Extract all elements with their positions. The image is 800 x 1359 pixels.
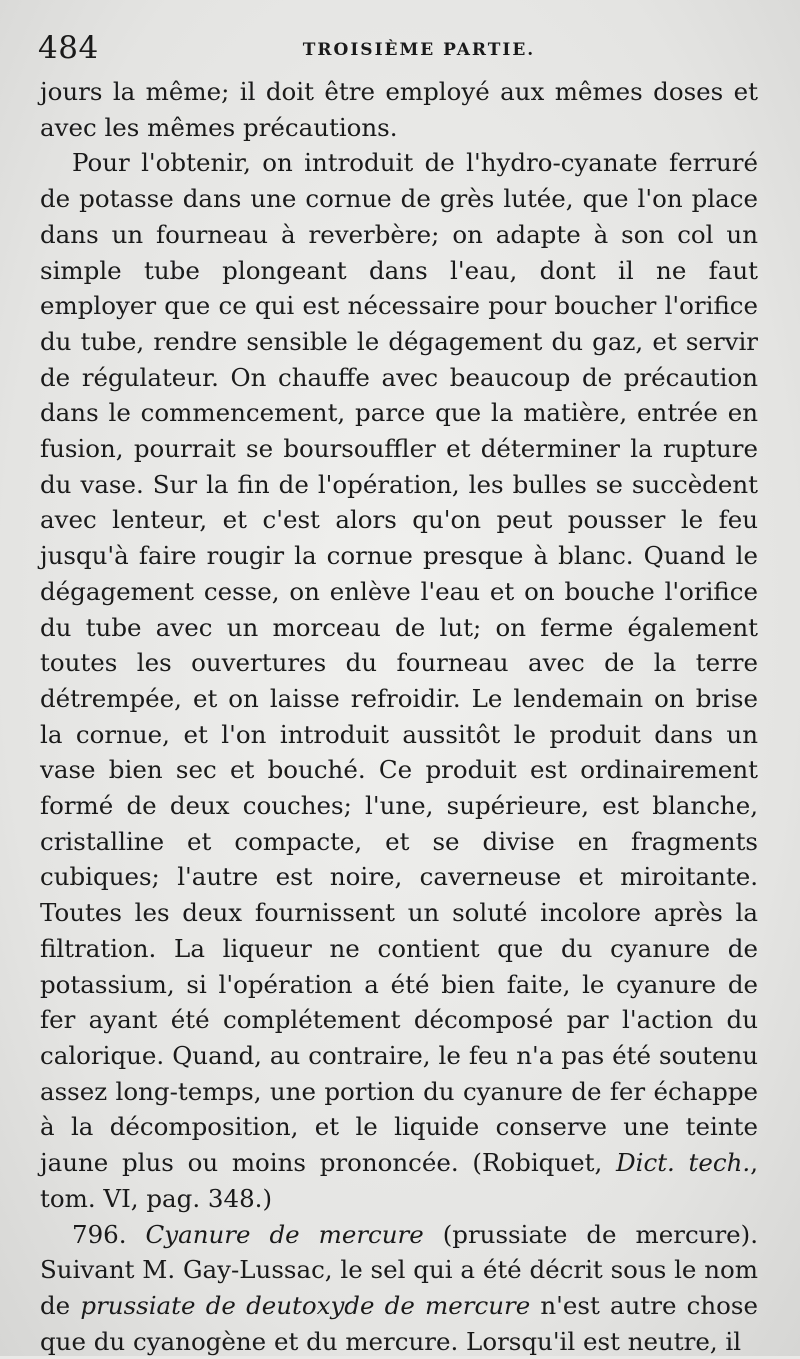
text-span: jours la même; il doit être employé aux mêmes doses et avec les mêmes précautions. [40,77,758,142]
page-header [38,30,760,70]
text-span: 796. [72,1220,146,1249]
text-span: , tom. VI, pag. 348.) [40,1148,758,1213]
paragraph [40,145,758,1216]
term-italic: prussiate de deutoxyde de mercure [80,1291,530,1320]
body-text [40,74,758,1359]
paragraph [40,1217,758,1359]
page-number: 484 [38,30,99,66]
running-title: TROISIÈME PARTIE. [38,40,760,60]
text-span: Pour l'obtenir, on introduit de l'hydro-cyanate ferruré de potasse dans une cornue de grès lutée, que l'on place dans un fourneau à reverbère; on adapte à son col un simple tube plongeant dans l'eau, dont il ne faut employer que ce qui est nécessaire pour boucher l'orifice du tube, rendre sensible le dégagement du gaz, et servir de régulateur. On chauffe avec beaucoup de précaution dans le commencement, parce que la matière, entrée en fusion, pourrait se boursouffler et déterminer la rupture du vase. Sur la fin de l'opération, les bulles se succèdent avec lenteur, et c'est alors qu'on peut pousser le feu jusqu'à faire rougir la cornue presque à blanc. Quand le dégagement cesse, on enlève l'eau et on bouche l'orifice du tube avec un morceau de lut; on ferme également toutes les ouvertures du fourneau avec de la terre détrempée, et on laisse refroidir. Le lendemain on brise la cornue, et l'on introduit aussitôt le produit dans un vase bien sec et bouché. Ce produit est ordinairement formé de deux couches; l'une, supérieure, est blanche, cristalline et compacte, et se divise en fragments cubiques; l'autre est noire, caverneuse et miroitante. Toutes les deux fournissent un soluté incolore après la filtration. La liqueur ne contient que du cyanure de potassium, si l'opération a été bien faite, le cyanure de fer ayant été complétement décomposé par l'action du calorique. Quand, au contraire, le feu n'a pas été soutenu assez long-temps, une portion du cyanure de fer échappe à la décomposition, et le liquide conserve une teinte jaune plus ou moins prononcée. (Robiquet, [40,148,758,1177]
term-italic: Cyanure de mercure [146,1220,424,1249]
text-span: n'est autre chose que du cyanogène et du mercure. Lorsqu'il est neutre, il [40,1291,758,1356]
citation-italic: Dict. tech. [616,1148,750,1177]
text-span: (prussiate de mercure). Suivant M. Gay-Lussac, le sel qui a été décrit sous le nom de [40,1220,758,1320]
paragraph [40,74,758,145]
